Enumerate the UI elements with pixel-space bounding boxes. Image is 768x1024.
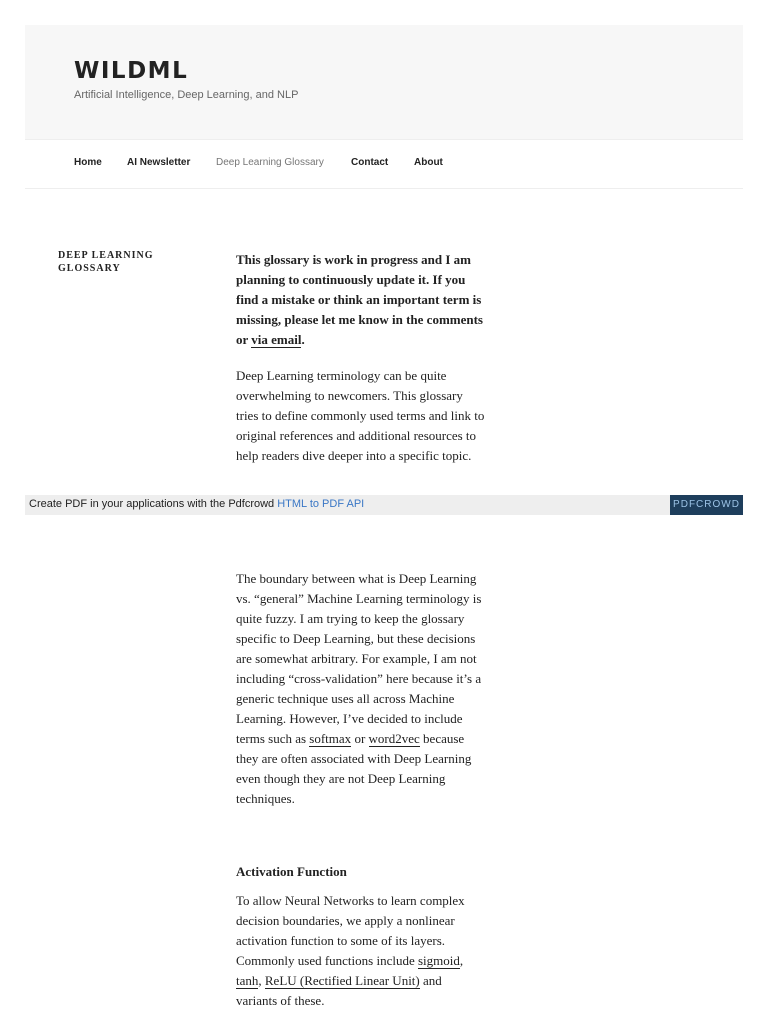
site-title[interactable]: WILDML	[74, 58, 189, 84]
activation-sep1: ,	[459, 953, 464, 968]
word2vec-link[interactable]: word2vec	[368, 731, 420, 746]
term-heading-activation-function: Activation Function	[236, 864, 347, 879]
nav-item-ai-newsletter[interactable]: AI Newsletter	[127, 157, 191, 168]
nav-item-deep-learning-glossary[interactable]: Deep Learning Glossary	[216, 157, 324, 168]
page-title: DEEP LEARNING GLOSSARY	[58, 250, 154, 274]
pdfcrowd-badge[interactable]: PDFCROWD	[670, 495, 743, 515]
pdfcrowd-link[interactable]: HTML to PDF API	[277, 498, 365, 510]
nav-item-about[interactable]: About	[414, 157, 443, 168]
boundary-text-b: or	[351, 731, 369, 746]
pdfcrowd-text: Create PDF in your applications with the Pdfcrowd	[29, 498, 278, 510]
nav-item-contact[interactable]: Contact	[351, 157, 389, 168]
pdfcrowd-banner	[25, 495, 743, 515]
boundary-text-a: The boundary between what is Deep Learning vs. “general” Machine Learning terminology is quite fuzzy. I am trying to keep the glossary specific to Deep Learning, but these decisions are somewhat arbitrary. For example, I am not including “cross-validation” here because it’s a generic technique uses all across Machine Learning. However, I’ve decided to include terms such as	[236, 571, 482, 746]
intro-paragraph	[236, 250, 486, 350]
activation-sep2: ,	[258, 973, 265, 988]
relu-link[interactable]: ReLU (Rectified Linear Unit)	[264, 973, 420, 988]
site-description: Artificial Intelligence, Deep Learning, and NLP	[74, 89, 299, 101]
paragraph-terminology-text: Deep Learning terminology can be quite overwhelming to newcomers. This glossary tries to define commonly used terms and link to original references and additional resources to help readers dive deeper into a specific topic.	[236, 368, 485, 463]
sigmoid-link[interactable]: sigmoid	[417, 953, 460, 968]
intro-text: This glossary is work in progress and I am planning to continuously update it. If you find a mistake or think an important term is missing, please let me know in the comments or	[236, 252, 483, 347]
paragraph-terminology	[236, 366, 486, 466]
tanh-link[interactable]: tanh	[236, 973, 259, 988]
activation-text-a: To allow Neural Networks to learn complex decision boundaries, we apply a nonlinear activation function to some of its layers. Commonly used functions include	[236, 893, 465, 968]
intro-end: .	[301, 332, 305, 347]
paragraph-boundary	[236, 569, 486, 809]
nav-item-home[interactable]: Home	[74, 157, 102, 168]
activation-text-b: and variants of these.	[236, 973, 442, 1008]
softmax-link[interactable]: softmax	[309, 731, 352, 746]
email-link[interactable]: via email	[251, 332, 302, 347]
pdfcrowd-text-wrap	[29, 498, 364, 510]
boundary-text-c: because they are often associated with Deep Learning even though they are not Deep Learning techniques.	[236, 731, 472, 806]
paragraph-activation-function	[236, 891, 486, 1011]
